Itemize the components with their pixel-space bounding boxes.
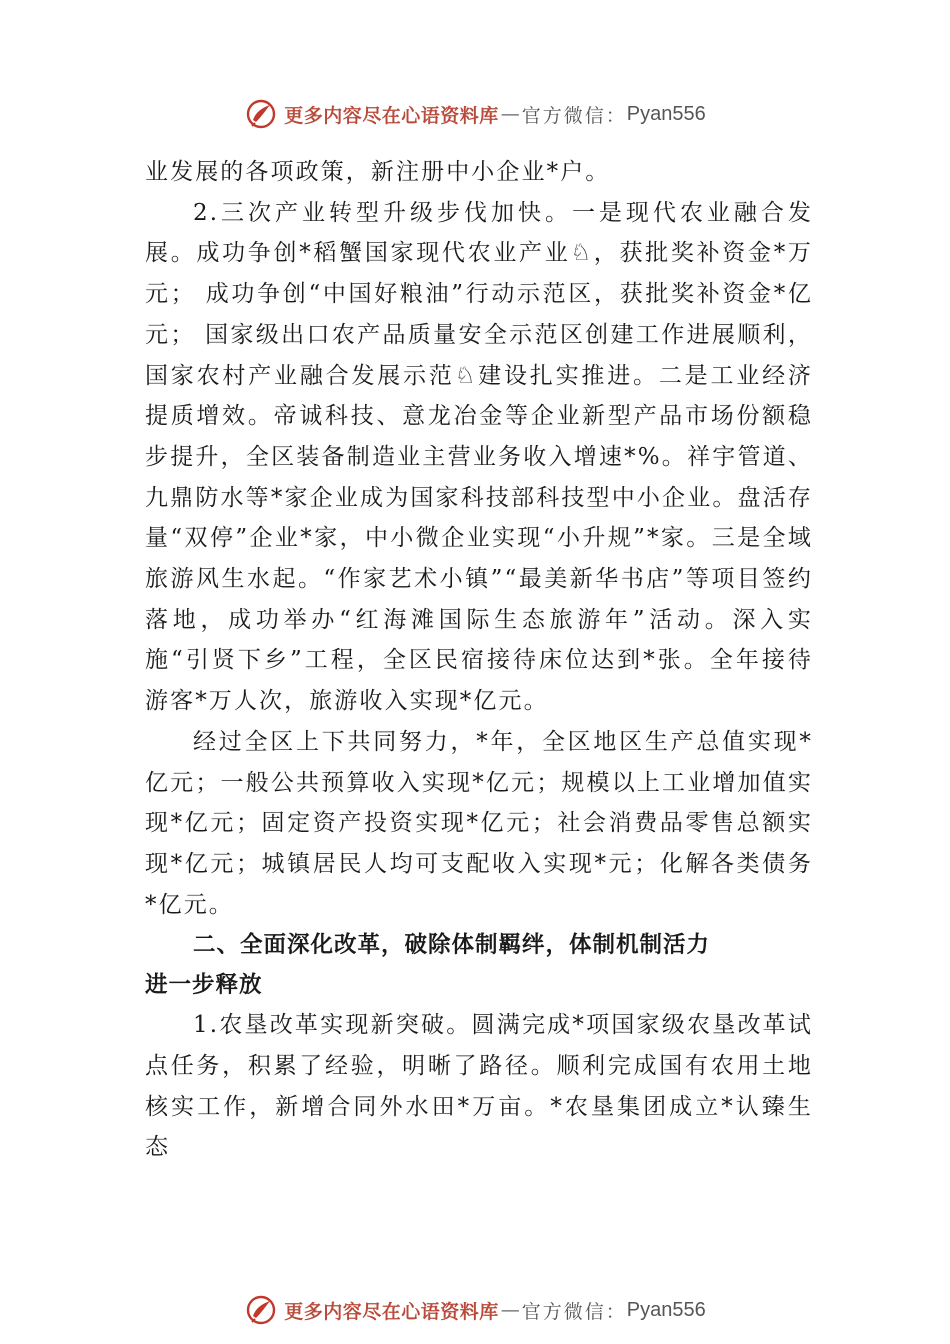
- paragraph-economic-results: 经过全区上下共同努力，*年，全区地区生产总值实现*亿元；一般公共预算收入实现*亿元；规模以上工业增加值实现*亿元；固定资产投资实现*亿元；社会消费品零售总额实现*亿元；城镇居民人均可支配收入实现*元；化解各类债务*亿元。: [145, 728, 813, 918]
- section-heading-line1: 二、全面深化改革，破除体制羁绊，体制机制活力: [193, 932, 711, 959]
- banner-dash: —: [500, 1299, 520, 1321]
- wechat-account: Pyan556: [626, 1298, 706, 1321]
- banner-dash: —: [500, 103, 520, 125]
- brand-logo-icon: [244, 97, 278, 131]
- wechat-label: 官方微信：: [521, 104, 627, 127]
- wechat-label: 官方微信：: [521, 1300, 627, 1323]
- brand-logo-icon: [244, 1293, 278, 1327]
- wechat-account: Pyan556: [626, 102, 706, 125]
- document-body: [145, 152, 813, 1168]
- section-heading-line2: 进一步释放: [145, 972, 263, 999]
- paragraph-farm-reform: 1.农垦改革实现新突破。圆满完成*项国家级农垦改革试点任务，积累了经验，明晰了路径。顺利完成国有农用土地核实工作，新增合同外水田*万亩。*农垦集团成立*认臻生态: [145, 1012, 813, 1161]
- header-banner: [0, 94, 950, 134]
- brand-name: 更多内容尽在心语资料库: [284, 1300, 499, 1323]
- brand-name: 更多内容尽在心语资料库: [284, 104, 499, 127]
- footer-banner: [0, 1290, 950, 1330]
- section-heading: [145, 925, 813, 1005]
- paragraph-continued: 业发展的各项政策，新注册中小企业*户。: [145, 159, 611, 185]
- paragraph-industry-upgrade: 2.三次产业转型升级步伐加快。一是现代农业融合发展。成功争创*稻蟹国家现代农业产业♘，获批奖补资金*万元； 成功争创“中国好粮油”行动示范区，获批奖补资金*亿元； 国家级出口农产品质量安全示范区创建工作进展顺利，国家农村产业融合发展示范♘建设扎实推进。二是工业经济提质增效。帝诚科技、意龙冶金等企业新型产品市场份额稳步提升，全区装备制造业主营业务收入增速*%。祥宇管道、九鼎防水等*家企业成为国家科技部科技型中小企业。盘活存量“双停”企业*家，中小微企业实现“小升规”*家。三是全域旅游风生水起。“作家艺术小镇”“最美新华书店”等项目签约落地，成功举办“红海滩国际生态旅游年”活动。深入实施“引贤下乡”工程，全区民宿接待床位达到*张。全年接待游客*万人次，旅游收入实现*亿元。: [145, 199, 813, 715]
